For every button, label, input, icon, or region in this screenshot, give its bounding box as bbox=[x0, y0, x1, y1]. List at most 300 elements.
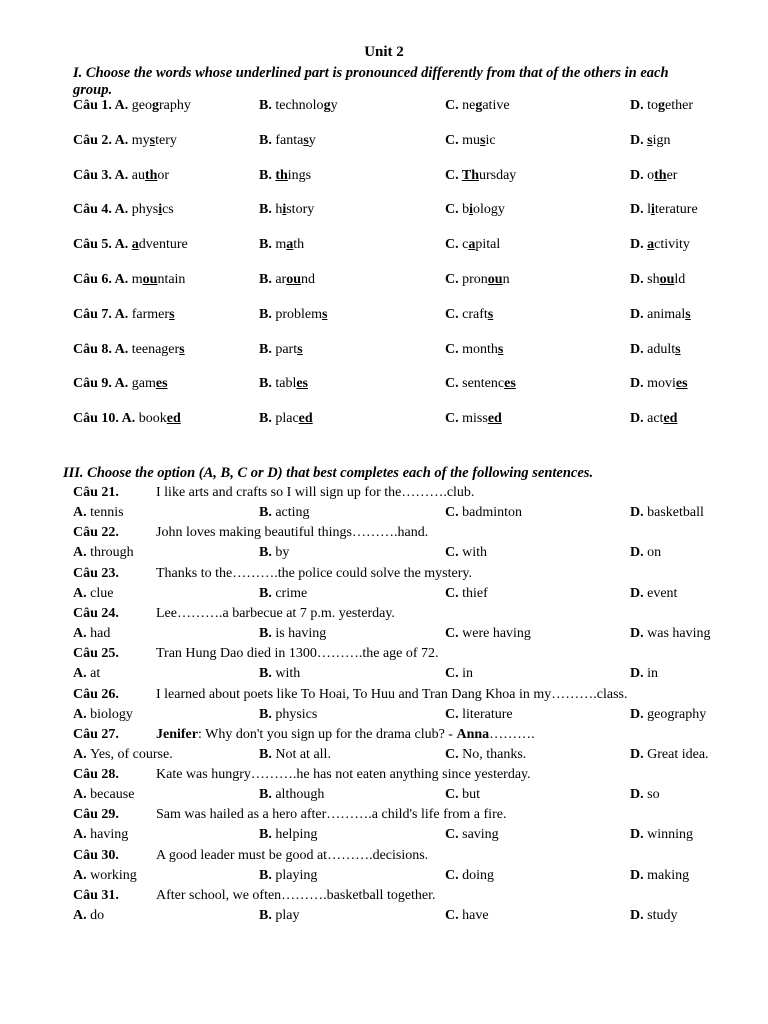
option-letter: C. bbox=[445, 272, 463, 287]
dialogue-text: ………. bbox=[489, 726, 535, 742]
word-part: story bbox=[286, 202, 315, 218]
option-letter: B. bbox=[259, 167, 276, 183]
option-text: play bbox=[275, 908, 300, 923]
question-text: Thanks to the……….the police could solve the mystery. bbox=[156, 565, 472, 581]
word-part: nd bbox=[301, 272, 316, 287]
option-text: physics bbox=[275, 706, 318, 722]
option-letter: D. bbox=[630, 341, 648, 357]
option-text: winning bbox=[647, 827, 694, 843]
option-d bbox=[630, 787, 660, 803]
option-text: at bbox=[90, 666, 101, 682]
underlined-part: s bbox=[685, 306, 691, 322]
word-part: ology bbox=[473, 202, 505, 218]
question-row bbox=[73, 606, 763, 626]
question-number: Câu 31. bbox=[73, 888, 119, 903]
question-text: I learned about poets like To Hoai, To Huu and Tran Dang Khoa in my……….class. bbox=[156, 686, 628, 702]
word-part: ar bbox=[275, 272, 287, 287]
question-row bbox=[73, 202, 763, 222]
underlined-part: s bbox=[303, 132, 309, 148]
option-letter: D. bbox=[630, 202, 648, 218]
option-letter: B. bbox=[259, 306, 276, 322]
underlined-part: s bbox=[179, 341, 185, 357]
word-part: h bbox=[275, 202, 283, 218]
option-letter: B. bbox=[259, 867, 276, 883]
option-letter: D. bbox=[630, 666, 648, 682]
option-letter: D. bbox=[630, 306, 648, 322]
question-text: John loves making beautiful things……….hand. bbox=[156, 525, 429, 541]
option-a bbox=[73, 747, 173, 763]
option-text: by bbox=[275, 545, 290, 561]
option-a bbox=[73, 626, 110, 642]
underlined-part: g bbox=[475, 98, 483, 113]
option-letter: A. bbox=[114, 376, 132, 392]
word-part: craft bbox=[462, 306, 488, 322]
underlined-part: i bbox=[469, 202, 474, 218]
question-number: Câu 1. bbox=[73, 98, 115, 113]
word-part: teenager bbox=[131, 341, 180, 357]
option-text: through bbox=[90, 545, 134, 561]
option-d bbox=[630, 376, 688, 392]
option-letter: A. bbox=[73, 585, 91, 601]
option-text: were having bbox=[462, 625, 531, 641]
option-text: study bbox=[647, 908, 678, 923]
word-part: miss bbox=[462, 411, 488, 427]
underlined-part: g bbox=[323, 98, 331, 113]
options-row bbox=[73, 787, 763, 807]
word-part: pital bbox=[475, 237, 501, 253]
option-a bbox=[73, 505, 124, 521]
underlined-part: i bbox=[282, 202, 287, 218]
option-a bbox=[73, 307, 175, 323]
question-row bbox=[73, 411, 763, 431]
option-text: on bbox=[647, 545, 662, 561]
option-letter: C. bbox=[445, 202, 463, 218]
option-text: having bbox=[90, 827, 129, 843]
option-text: working bbox=[90, 867, 137, 883]
option-text: thief bbox=[462, 585, 488, 601]
question-row bbox=[73, 687, 763, 707]
underlined-part: th bbox=[275, 167, 288, 183]
option-a bbox=[73, 787, 134, 803]
option-text: geography bbox=[647, 706, 707, 722]
option-c bbox=[445, 747, 526, 763]
option-letter: D. bbox=[630, 787, 648, 803]
option-b bbox=[259, 545, 289, 561]
option-letter: B. bbox=[259, 706, 276, 722]
option-b bbox=[259, 133, 316, 149]
option-letter: B. bbox=[259, 132, 276, 148]
option-letter: A. bbox=[114, 98, 132, 113]
underlined-part: Th bbox=[461, 167, 479, 183]
word-part: dventure bbox=[138, 237, 188, 253]
option-text: but bbox=[462, 787, 481, 803]
question-number: Câu 5. bbox=[73, 237, 115, 253]
option-letter: D. bbox=[630, 272, 648, 287]
underlined-part: s bbox=[675, 341, 681, 357]
option-letter: D. bbox=[630, 827, 648, 843]
option-text: doing bbox=[462, 867, 495, 883]
word-part: o bbox=[647, 167, 655, 183]
options-row bbox=[73, 586, 763, 606]
option-a bbox=[73, 586, 113, 602]
option-letter: B. bbox=[259, 746, 276, 762]
question-row bbox=[73, 342, 763, 362]
page-title: Unit 2 bbox=[364, 44, 404, 60]
options-row bbox=[73, 707, 763, 727]
option-b bbox=[259, 342, 303, 358]
underlined-part: es bbox=[296, 376, 309, 392]
options-row bbox=[73, 626, 763, 646]
option-letter: A. bbox=[73, 545, 91, 561]
word-part: book bbox=[138, 411, 167, 427]
option-c bbox=[445, 237, 500, 253]
word-part: ic bbox=[485, 132, 496, 148]
option-c bbox=[445, 707, 513, 723]
question-number: Câu 25. bbox=[73, 646, 119, 662]
option-text: so bbox=[647, 787, 660, 803]
option-letter: B. bbox=[259, 272, 276, 287]
option-letter: B. bbox=[259, 585, 276, 601]
option-a bbox=[73, 342, 185, 358]
underlined-part: th bbox=[654, 167, 667, 183]
option-text: making bbox=[647, 867, 690, 883]
word-part: er bbox=[666, 167, 678, 183]
question-number: Câu 10. bbox=[73, 411, 122, 427]
option-a bbox=[73, 827, 128, 843]
option-letter: B. bbox=[259, 376, 276, 392]
option-letter: C. bbox=[445, 132, 463, 148]
option-c bbox=[445, 133, 496, 149]
underlined-part: a bbox=[131, 237, 139, 253]
option-a bbox=[73, 545, 134, 561]
option-text: in bbox=[462, 666, 474, 682]
option-b bbox=[259, 307, 327, 323]
option-d bbox=[630, 272, 685, 288]
underlined-part: ed bbox=[166, 411, 181, 427]
option-letter: D. bbox=[630, 545, 648, 561]
question-number: Câu 23. bbox=[73, 565, 119, 581]
option-letter: A. bbox=[114, 341, 132, 357]
word-part: ether bbox=[665, 98, 693, 113]
option-letter: A. bbox=[73, 505, 91, 520]
option-letter: C. bbox=[445, 341, 463, 357]
option-letter: C. bbox=[445, 237, 463, 253]
word-part: geo bbox=[131, 98, 152, 113]
underlined-part: ou bbox=[142, 272, 158, 287]
option-letter: C. bbox=[445, 666, 463, 682]
option-letter: A. bbox=[73, 827, 91, 843]
underlined-part: ou bbox=[487, 272, 503, 287]
question-number: Câu 9. bbox=[73, 376, 115, 392]
question-row bbox=[73, 767, 763, 787]
underlined-part: s bbox=[480, 132, 486, 148]
option-b bbox=[259, 237, 304, 253]
options-row bbox=[73, 908, 763, 928]
option-text: although bbox=[275, 787, 325, 803]
option-d bbox=[630, 202, 698, 218]
option-b bbox=[259, 827, 317, 843]
option-d bbox=[630, 411, 677, 427]
option-b bbox=[259, 787, 324, 803]
question-number: Câu 27. bbox=[73, 726, 119, 742]
question-row bbox=[73, 485, 763, 505]
option-c bbox=[445, 545, 487, 561]
question-text: A good leader must be good at……….decisions. bbox=[156, 847, 429, 863]
underlined-part: g bbox=[151, 98, 159, 113]
word-part: animal bbox=[647, 306, 686, 322]
option-d bbox=[630, 133, 670, 149]
option-letter: B. bbox=[259, 98, 276, 113]
option-b bbox=[259, 868, 317, 884]
option-text: event bbox=[647, 585, 678, 601]
option-letter: A. bbox=[73, 908, 91, 923]
option-letter: C. bbox=[445, 167, 462, 183]
question-row bbox=[73, 888, 763, 908]
option-letter: A. bbox=[73, 666, 91, 682]
option-letter: D. bbox=[630, 585, 648, 601]
option-letter: C. bbox=[445, 585, 463, 601]
option-a bbox=[73, 133, 177, 149]
option-c bbox=[445, 342, 503, 358]
option-letter: C. bbox=[445, 306, 463, 322]
option-letter: D. bbox=[630, 505, 648, 520]
option-text: acting bbox=[275, 505, 310, 520]
option-letter: D. bbox=[630, 98, 648, 113]
option-letter: C. bbox=[445, 411, 463, 427]
dialogue-text: : Why don't you sign up for the drama club? - bbox=[197, 726, 457, 742]
underlined-part: s bbox=[487, 306, 494, 322]
option-a bbox=[73, 202, 174, 218]
option-letter: C. bbox=[445, 787, 463, 803]
option-c bbox=[445, 827, 499, 843]
option-text: in bbox=[647, 666, 659, 682]
underlined-part: ed bbox=[663, 411, 678, 427]
word-part: y bbox=[308, 132, 316, 148]
option-b bbox=[259, 626, 326, 642]
word-part: my bbox=[131, 132, 150, 148]
word-part: cs bbox=[162, 202, 174, 218]
option-c bbox=[445, 307, 493, 323]
option-letter: D. bbox=[630, 132, 648, 148]
word-part: ursday bbox=[478, 167, 517, 183]
question-number: Câu 29. bbox=[73, 807, 119, 823]
underlined-part: a bbox=[468, 237, 476, 253]
option-b bbox=[259, 411, 313, 427]
question-row bbox=[73, 727, 763, 747]
underlined-part: ou bbox=[659, 272, 675, 287]
question-row bbox=[73, 133, 763, 153]
option-text: saving bbox=[462, 827, 499, 843]
word-part: pron bbox=[462, 272, 488, 287]
option-letter: C. bbox=[445, 376, 463, 392]
word-part: adult bbox=[647, 341, 676, 357]
option-letter: A. bbox=[121, 411, 139, 427]
option-text: clue bbox=[90, 585, 114, 601]
word-part: plac bbox=[275, 411, 299, 427]
options-row bbox=[73, 545, 763, 565]
option-a bbox=[73, 98, 191, 114]
option-d bbox=[630, 237, 690, 253]
underlined-part: th bbox=[144, 167, 158, 183]
question-number: Câu 6. bbox=[73, 272, 115, 287]
word-part: mu bbox=[462, 132, 481, 148]
option-text: tennis bbox=[90, 505, 124, 520]
option-b bbox=[259, 586, 307, 602]
word-part: y bbox=[330, 98, 338, 113]
option-letter: B. bbox=[259, 908, 276, 923]
question-row bbox=[73, 646, 763, 666]
word-part: fanta bbox=[275, 132, 304, 148]
word-part: part bbox=[275, 341, 298, 357]
question-number: Câu 24. bbox=[73, 605, 119, 621]
option-a bbox=[73, 908, 104, 924]
speaker-name: Jenifer bbox=[156, 726, 198, 742]
question-number: Câu 22. bbox=[73, 525, 119, 541]
underlined-part: es bbox=[155, 376, 168, 392]
options-row bbox=[73, 747, 763, 767]
section1-heading: I. Choose the words whose underlined part is pronounced differently from that of the others in each group. bbox=[73, 65, 669, 98]
word-part: ctivity bbox=[654, 237, 690, 253]
word-part: c bbox=[462, 237, 469, 253]
option-text: have bbox=[462, 908, 489, 923]
underlined-part: ed bbox=[487, 411, 502, 427]
question-text: Tran Hung Dao died in 1300……….the age of 72. bbox=[156, 646, 439, 662]
word-part: ings bbox=[287, 167, 312, 183]
option-letter: A. bbox=[114, 272, 132, 287]
word-part: raphy bbox=[158, 98, 191, 113]
word-part: technolo bbox=[275, 98, 324, 113]
option-text: Great idea. bbox=[647, 746, 709, 762]
option-text: Not at all. bbox=[275, 746, 331, 762]
option-d bbox=[630, 666, 658, 682]
option-letter: C. bbox=[445, 98, 463, 113]
question-row bbox=[73, 237, 763, 257]
question-row bbox=[73, 376, 763, 396]
word-part: movi bbox=[647, 376, 676, 392]
word-part: farmer bbox=[131, 306, 170, 322]
option-d bbox=[630, 827, 693, 843]
option-d bbox=[630, 98, 693, 114]
underlined-part: g bbox=[658, 98, 666, 113]
options-row bbox=[73, 827, 763, 847]
speaker-name: Anna bbox=[456, 726, 490, 742]
option-text: was having bbox=[647, 625, 711, 641]
option-d bbox=[630, 168, 677, 184]
word-part: th bbox=[293, 237, 305, 253]
word-part: n bbox=[502, 272, 510, 287]
option-text: with bbox=[275, 666, 301, 682]
word-part: ign bbox=[652, 132, 671, 148]
question-row bbox=[73, 98, 763, 118]
option-c bbox=[445, 626, 531, 642]
underlined-part: s bbox=[647, 132, 653, 148]
word-part: ne bbox=[462, 98, 476, 113]
option-a bbox=[73, 666, 100, 682]
question-number: Câu 2. bbox=[73, 132, 115, 148]
option-letter: D. bbox=[630, 376, 648, 392]
underlined-part: i bbox=[651, 202, 655, 218]
option-letter: C. bbox=[445, 706, 463, 722]
question-row bbox=[73, 307, 763, 327]
option-a bbox=[73, 868, 137, 884]
option-c bbox=[445, 272, 510, 288]
question-text: Sam was hailed as a hero after……….a child's life from a fire. bbox=[156, 807, 507, 823]
option-text: playing bbox=[275, 867, 318, 883]
option-letter: D. bbox=[630, 867, 648, 883]
word-part: b bbox=[462, 202, 470, 218]
option-letter: B. bbox=[259, 202, 276, 218]
question-number: Câu 28. bbox=[73, 767, 119, 783]
option-letter: B. bbox=[259, 411, 276, 427]
option-text: had bbox=[90, 625, 111, 641]
question-row bbox=[73, 566, 763, 586]
option-d bbox=[630, 505, 704, 521]
question-text: After school, we often……….basketball together. bbox=[156, 888, 436, 903]
question-row bbox=[73, 525, 763, 545]
underlined-part: s bbox=[322, 306, 328, 322]
option-d bbox=[630, 586, 677, 602]
option-b bbox=[259, 505, 310, 521]
option-letter: D. bbox=[630, 625, 648, 641]
option-a bbox=[73, 272, 185, 288]
option-c bbox=[445, 868, 494, 884]
word-part: tery bbox=[155, 132, 177, 148]
option-c bbox=[445, 168, 516, 184]
option-a bbox=[73, 411, 181, 427]
underlined-part: es bbox=[675, 376, 688, 392]
word-part: sentenc bbox=[462, 376, 505, 392]
option-letter: A. bbox=[73, 706, 91, 722]
option-letter: C. bbox=[445, 746, 463, 762]
word-part: act bbox=[647, 411, 664, 427]
option-b bbox=[259, 707, 317, 723]
question-text: Kate was hungry……….he has not eaten anything since yesterday. bbox=[156, 767, 531, 783]
option-c bbox=[445, 376, 516, 392]
question-row bbox=[73, 168, 763, 188]
option-d bbox=[630, 626, 711, 642]
question-text bbox=[156, 727, 535, 743]
word-part: ld bbox=[674, 272, 686, 287]
option-letter: C. bbox=[445, 625, 463, 641]
question-number: Câu 7. bbox=[73, 306, 115, 322]
word-part: to bbox=[647, 98, 659, 113]
option-text: badminton bbox=[462, 505, 523, 520]
question-row bbox=[73, 848, 763, 868]
option-letter: D. bbox=[630, 908, 648, 923]
section3-heading: III. Choose the option (A, B, C or D) that best completes each of the following sentences. bbox=[63, 465, 594, 481]
option-d bbox=[630, 545, 661, 561]
option-c bbox=[445, 787, 480, 803]
option-letter: B. bbox=[259, 545, 276, 561]
word-part: terature bbox=[654, 202, 698, 218]
option-letter: C. bbox=[445, 545, 463, 561]
option-a bbox=[73, 376, 168, 392]
option-c bbox=[445, 411, 502, 427]
option-letter: B. bbox=[259, 505, 276, 520]
option-letter: C. bbox=[445, 827, 463, 843]
option-b bbox=[259, 168, 311, 184]
underlined-part: i bbox=[158, 202, 163, 218]
option-b bbox=[259, 908, 299, 924]
options-row bbox=[73, 868, 763, 888]
option-letter: D. bbox=[630, 411, 648, 427]
option-c bbox=[445, 908, 489, 924]
option-a bbox=[73, 168, 169, 184]
option-d bbox=[630, 707, 706, 723]
option-letter: B. bbox=[259, 666, 276, 682]
option-letter: A. bbox=[114, 237, 132, 253]
option-text: is having bbox=[275, 625, 327, 641]
